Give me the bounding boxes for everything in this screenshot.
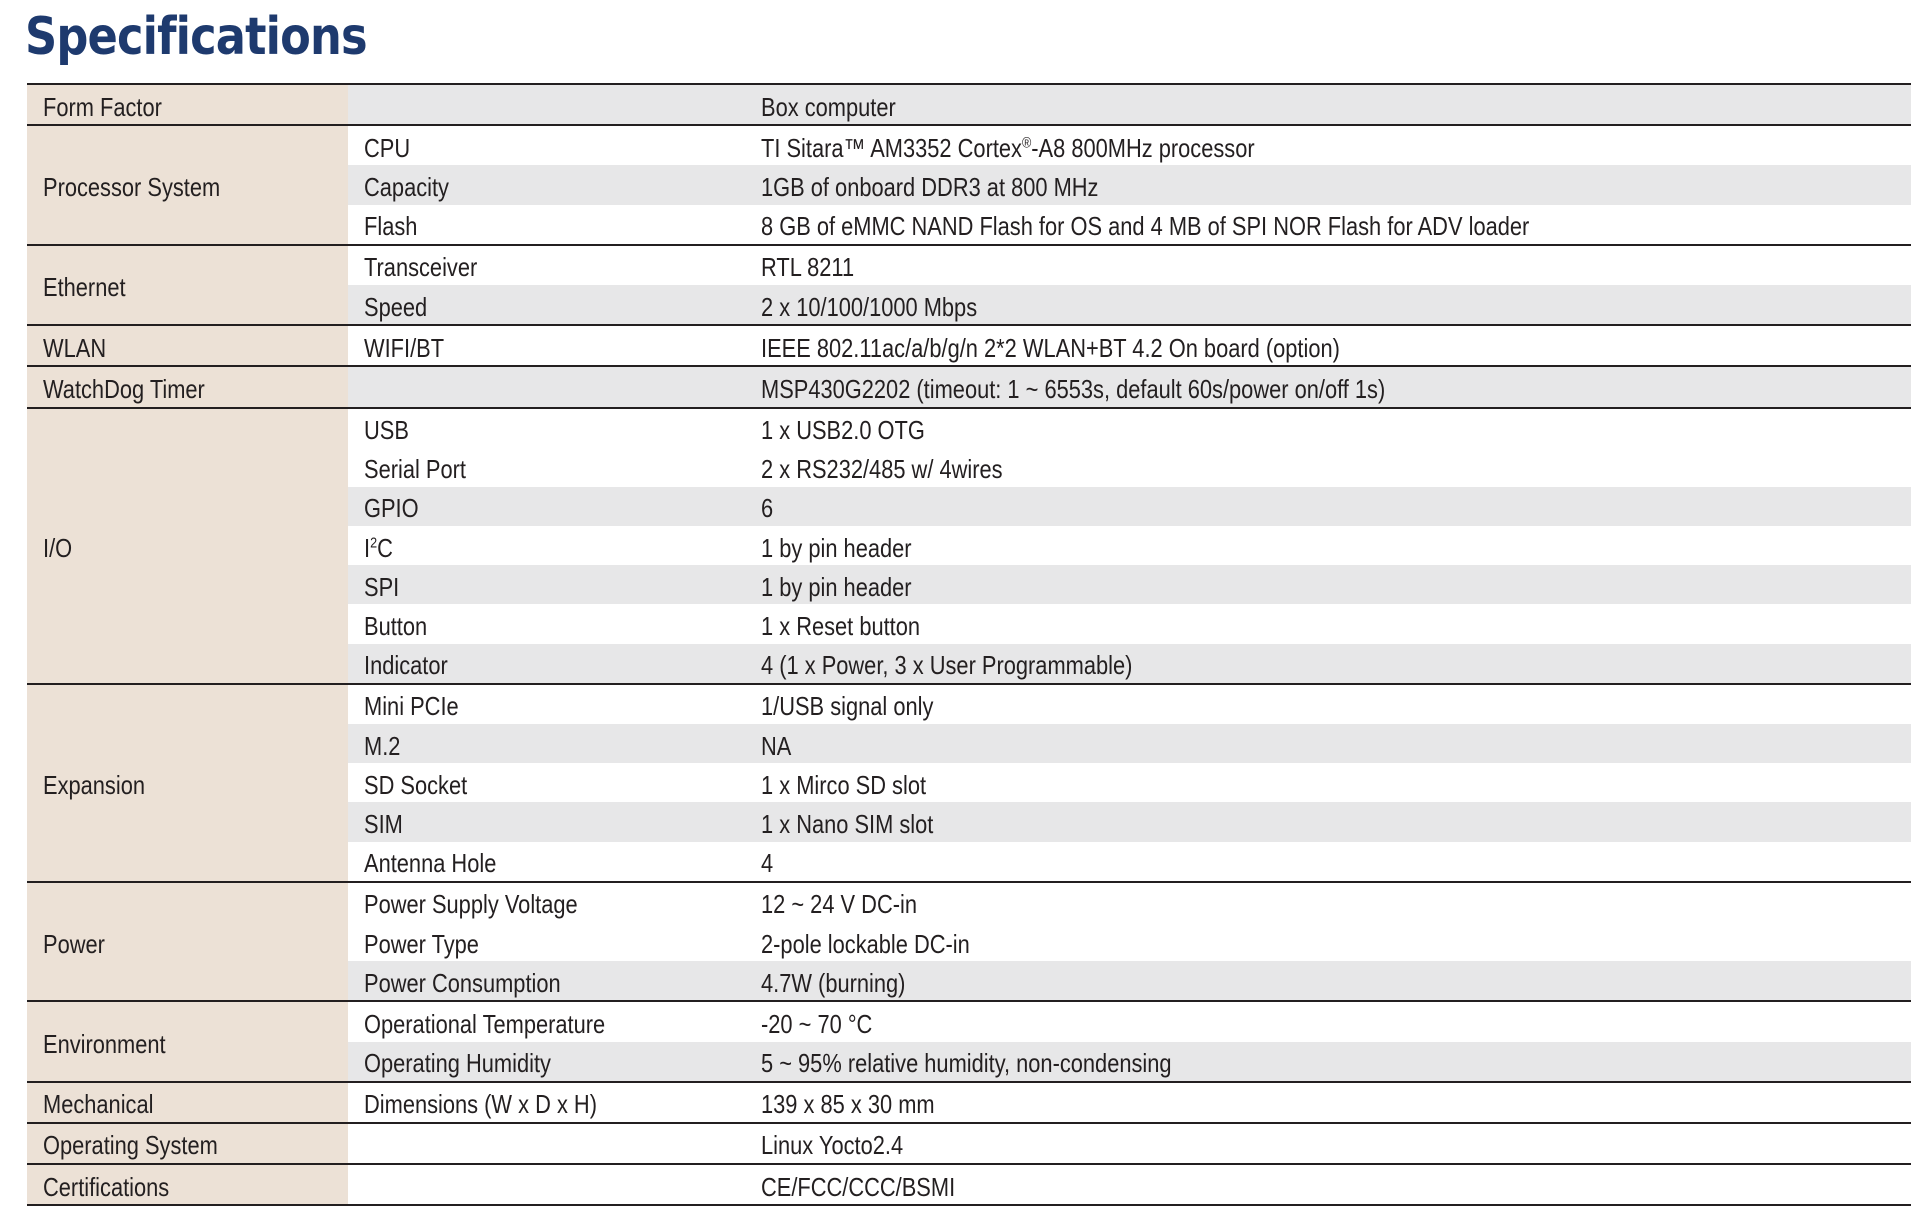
spec-item: Transceiver [348, 245, 721, 285]
spec-value: 4 [761, 848, 774, 879]
spec-value: RTL 8211 [721, 245, 1911, 285]
category-mechanical: Mechanical [27, 1082, 348, 1123]
spec-value: 1 by pin header [761, 532, 912, 563]
table-row [27, 245, 1911, 285]
spec-item: GPIO [348, 487, 721, 526]
spec-item-empty [348, 1123, 721, 1164]
spec-item: $I^2C$ [364, 532, 393, 563]
category-wlan: WLAN [27, 325, 348, 366]
spec-item: Operating Humidity [348, 1042, 721, 1082]
spec-item: Antenna Hole [364, 848, 497, 879]
spec-item: WIFI/BT [348, 325, 721, 366]
spec-value: 139 x 85 x 30 mm [721, 1082, 1911, 1123]
spec-value: 1 x Reset button [761, 611, 921, 642]
spec-item: M.2 [348, 724, 721, 763]
spec-item: Power Type [364, 928, 479, 959]
spec-item: USB [348, 408, 721, 448]
spec-value: 6 [721, 487, 1911, 526]
spec-value: 5 ~ 95% relative humidity, non-condensing [721, 1042, 1911, 1082]
category-watchdog-timer: WatchDog Timer [27, 366, 348, 407]
table-row [27, 84, 1911, 125]
category-ethernet: Ethernet [27, 245, 348, 325]
spec-value: NA [721, 724, 1911, 763]
spec-value: 4 (1 x Power, 3 x User Programmable) [721, 644, 1911, 684]
spec-item: Flash [364, 211, 418, 242]
spec-item: Operational Temperature [348, 1001, 721, 1041]
spec-value: IEEE 802.11ac/a/b/g/n 2*2 WLAN+BT 4.2 On board (option) [721, 325, 1911, 366]
spec-item: Capacity [348, 165, 721, 204]
specifications-table [27, 83, 1911, 1206]
spec-item: Power Supply Voltage [348, 882, 721, 922]
spec-value: 1GB of onboard DDR3 at 800 MHz [721, 165, 1911, 204]
spec-value: 12 ~ 24 V DC-in [721, 882, 1911, 922]
category-expansion: Expansion [27, 684, 348, 882]
spec-item: Dimensions (W x D x H) [348, 1082, 721, 1123]
spec-item: Speed [348, 285, 721, 325]
spec-item: CPU [348, 125, 721, 165]
table-row [27, 408, 1911, 448]
category-certifications: Certifications [27, 1164, 348, 1205]
spec-item-empty [348, 1164, 721, 1205]
category-io: I/O [27, 408, 348, 684]
spec-value: Linux Yocto2.4 [721, 1123, 1911, 1164]
spec-value: 8 GB of eMMC NAND Flash for OS and 4 MB of SPI NOR Flash for ADV loader [761, 211, 1530, 242]
category-environment: Environment [27, 1001, 348, 1081]
spec-value: 4.7W (burning) [721, 961, 1911, 1001]
spec-value: 2 x 10/100/1000 Mbps [721, 285, 1911, 325]
spec-value: 1/USB signal only [721, 684, 1911, 724]
spec-value: CE/FCC/CCC/BSMI [721, 1164, 1911, 1205]
spec-item: SPI [348, 565, 721, 604]
spec-item-empty [348, 84, 721, 125]
table-row [27, 1001, 1911, 1041]
category-operating-system: Operating System [27, 1123, 348, 1164]
spec-value: 1 x Mirco SD slot [761, 769, 927, 800]
spec-item: Serial Port [364, 454, 466, 485]
spec-value: 2 x RS232/485 w/ 4wires [761, 454, 1003, 485]
table-row [27, 1164, 1911, 1205]
spec-value: 1 x Nano SIM slot [721, 802, 1911, 841]
table-row [27, 1123, 1911, 1164]
spec-item: SIM [348, 802, 721, 841]
table-row [27, 125, 1911, 165]
spec-value: 1 by pin header [721, 565, 1911, 604]
spec-item: Power Consumption [348, 961, 721, 1001]
spec-value: -20 ~ 70 °C [721, 1001, 1911, 1041]
table-row [27, 366, 1911, 407]
page-title: Specifications [25, 7, 367, 67]
spec-item: Indicator [348, 644, 721, 684]
table-row [27, 1082, 1911, 1123]
spec-item: Mini PCIe [348, 684, 721, 724]
spec-value: TI Sitara™ AM3352 Cortex®-A8 800MHz processor [721, 125, 1911, 165]
category-form-factor: Form Factor [27, 84, 348, 125]
category-power: Power [27, 882, 348, 1002]
spec-value: MSP430G2202 (timeout: 1 ~ 6553s, default 60s/power on/off 1s) [721, 366, 1911, 407]
spec-value: 1 x USB2.0 OTG [721, 408, 1911, 448]
table-row [27, 325, 1911, 366]
table-row [27, 882, 1911, 922]
spec-item: SD Socket [364, 769, 468, 800]
spec-value: Box computer [721, 84, 1911, 125]
spec-value: 2-pole lockable DC-in [761, 928, 970, 959]
spec-item-empty [348, 366, 721, 407]
table-row [27, 684, 1911, 724]
category-processor-system: Processor System [27, 125, 348, 245]
spec-item: Button [364, 611, 428, 642]
